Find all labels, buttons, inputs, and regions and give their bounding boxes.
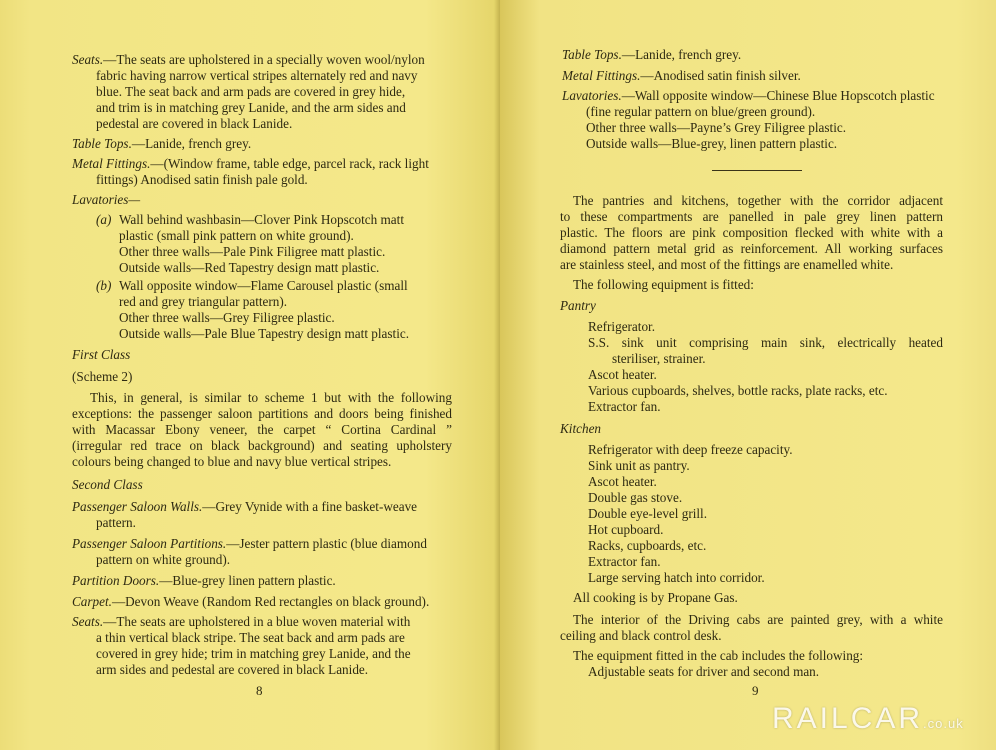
kitchen-item: Double eye-level grill. [588,506,708,521]
seats2-text-line: covered in grey hide; trim in matching grey Lanide, and the [96,646,411,661]
table-tops-text: —Lanide, french grey. [621,47,742,62]
pantry-item: Various cupboards, shelves, bottle racks, plate racks, etc. [588,383,888,398]
pantry-item: Extractor fan. [588,399,661,414]
metal-fittings-line [72,156,429,172]
equipment-intro: The following equipment is fitted: [573,277,754,292]
section-divider [712,170,802,171]
pantry-heading: Pantry [560,298,596,313]
lav-b-label: (b) [96,278,112,293]
lavatories-text-line: (fine regular pattern on blue/green ground). [586,104,816,119]
seats-text-line: and trim is in matching grey Lanide, and the arm sides and [96,100,406,115]
lavatories-text: —Wall opposite window—Chinese Blue Hopscotch plastic [621,88,935,103]
metal-fittings-text: —Anodised satin finish silver. [640,68,801,83]
table-tops-heading: Table Tops. [72,136,132,151]
watermark-main: RAILCAR [772,702,924,735]
pantries-para-line: plastic. The floors are pink composition flecked with white with a [560,225,943,240]
pantries-para-line: diamond pattern metal grid as reinforcement. All working surfaces [560,241,943,256]
saloon-walls-heading: Passenger Saloon Walls. [72,499,203,514]
pantries-para-line: The pantries and kitchens, together with the corridor adjacent [573,193,943,208]
lavatories-text-line: Other three walls—Payne’s Grey Filigree plastic. [586,120,847,135]
lavatories-heading: Lavatories— [72,192,141,207]
kitchen-item: Large serving hatch into corridor. [588,570,765,585]
scheme-label: (Scheme 2) [72,369,133,384]
table-tops-text: —Lanide, french grey. [131,136,252,151]
kitchen-item: Sink unit as pantry. [588,458,690,473]
seats-text-line: —The seats are upholstered in a specially woven wool/nylon [103,52,425,67]
kitchen-item: Refrigerator with deep freeze capacity. [588,442,793,457]
kitchen-item: Hot cupboard. [588,522,664,537]
kitchen-heading: Kitchen [560,421,602,436]
lav-b-line: Outside walls—Pale Blue Tapestry design matt plastic. [119,326,410,341]
seats-text-line: fabric having narrow vertical stripes alternately red and navy [96,68,418,83]
partition-doors-heading: Partition Doors. [72,573,160,588]
seats-first-line [72,52,456,68]
first-class-heading: First Class [72,347,131,362]
seats2-heading: Seats. [72,614,104,629]
seats2-text: —The seats are upholstered in a blue woven material with [103,614,411,629]
seats2-text-line: a thin vertical black stripe. The seat back and arm pads are [96,630,405,645]
lavatories-line [562,88,935,104]
pantry-item: steriliser, strainer. [612,351,706,366]
first-class-para-line: colours being changed to blue and navy blue vertical stripes. [72,454,392,469]
lav-b-line: Other three walls—Grey Filigree plastic. [119,310,335,325]
seats-text-line: pedestal are covered in black Lanide. [96,116,293,131]
saloon-partitions-line [72,536,427,552]
lavatories-text-line: Outside walls—Blue-grey, linen pattern plastic. [586,136,838,151]
saloon-walls-text: —Grey Vynide with a fine basket-weave [202,499,418,514]
lav-a-line: Wall behind washbasin—Clover Pink Hopscotch matt [119,212,404,227]
pantries-para-line: are stainless steel, and most of the fittings are enamelled white. [560,257,894,272]
first-class-para-line: (irregular red trace on black background) and seating upholstery [72,438,452,453]
saloon-partitions-heading: Passenger Saloon Partitions. [72,536,227,551]
metal-fittings-text-line: fittings) Anodised satin finish pale gold. [96,172,308,187]
metal-fittings-text: —(Window frame, table edge, parcel rack, rack light [150,156,429,171]
table-tops-line [562,47,741,63]
carpet-heading: Carpet. [72,594,112,609]
right-page [500,0,996,750]
seats-text-line: blue. The seat back and arm pads are covered in grey hide, [96,84,406,99]
lavatories-heading: Lavatories. [562,88,622,103]
lav-b-line: Wall opposite window—Flame Carousel plastic (small [119,278,408,293]
cab-equipment-intro: The equipment fitted in the cab includes the following: [573,648,864,663]
lav-a-line: Outside walls—Red Tapestry design matt plastic. [119,260,380,275]
driving-cab-para-line: The interior of the Driving cabs are painted grey, with a white [573,612,943,627]
pantry-item: Ascot heater. [588,367,657,382]
watermark-suffix: .co.uk [923,716,964,731]
first-class-para-line: exceptions: the passenger saloon partitions and doors being finished [72,406,452,421]
cab-equipment-item: Adjustable seats for driver and second man. [588,664,820,679]
kitchen-item: Ascot heater. [588,474,657,489]
pantry-item: S.S. sink unit comprising main sink, electrically heated [588,335,943,350]
lav-a-line: plastic (small pink pattern on white ground). [119,228,354,243]
lav-a-line: Other three walls—Pale Pink Filigree matt plastic. [119,244,386,259]
seats2-text-line: arm sides and pedestal are covered in black Lanide. [96,662,369,677]
saloon-walls-text-line: pattern. [96,515,136,530]
carpet-line [72,594,429,610]
propane-note: All cooking is by Propane Gas. [573,590,738,605]
partition-doors-line [72,573,336,589]
saloon-partitions-text-line: pattern on white ground). [96,552,231,567]
first-class-para-line: This, in general, is similar to scheme 1 but with the following [90,390,452,405]
pantry-item: Refrigerator. [588,319,656,334]
railcar-watermark [772,702,964,736]
metal-fittings-heading: Metal Fittings. [72,156,151,171]
saloon-walls-line [72,499,417,515]
lav-b-line: red and grey triangular pattern). [119,294,288,309]
seats2-first-line [72,614,410,630]
kitchen-item: Racks, cupboards, etc. [588,538,707,553]
page-number: 8 [256,683,263,698]
second-class-heading: Second Class [72,477,143,492]
saloon-partitions-text: —Jester pattern plastic (blue diamond [226,536,427,551]
kitchen-item: Double gas stove. [588,490,683,505]
partition-doors-text: —Blue-grey linen pattern plastic. [159,573,336,588]
metal-fittings-line [562,68,801,84]
table-tops-heading: Table Tops. [562,47,622,62]
page-number: 9 [752,683,759,698]
metal-fittings-heading: Metal Fittings. [562,68,641,83]
kitchen-item: Extractor fan. [588,554,661,569]
pantries-para-line: to these compartments are panelled in pale grey linen pattern [560,209,943,224]
driving-cab-para-line: ceiling and black control desk. [560,628,722,643]
table-tops-line [72,136,251,152]
first-class-para-line: with Macassar Ebony veneer, the carpet “ Cortina Cardinal ” [72,422,452,437]
carpet-text: —Devon Weave (Random Red rectangles on black ground). [111,594,430,609]
seats-heading: Seats. [72,52,104,67]
lav-a-label: (a) [96,212,112,227]
